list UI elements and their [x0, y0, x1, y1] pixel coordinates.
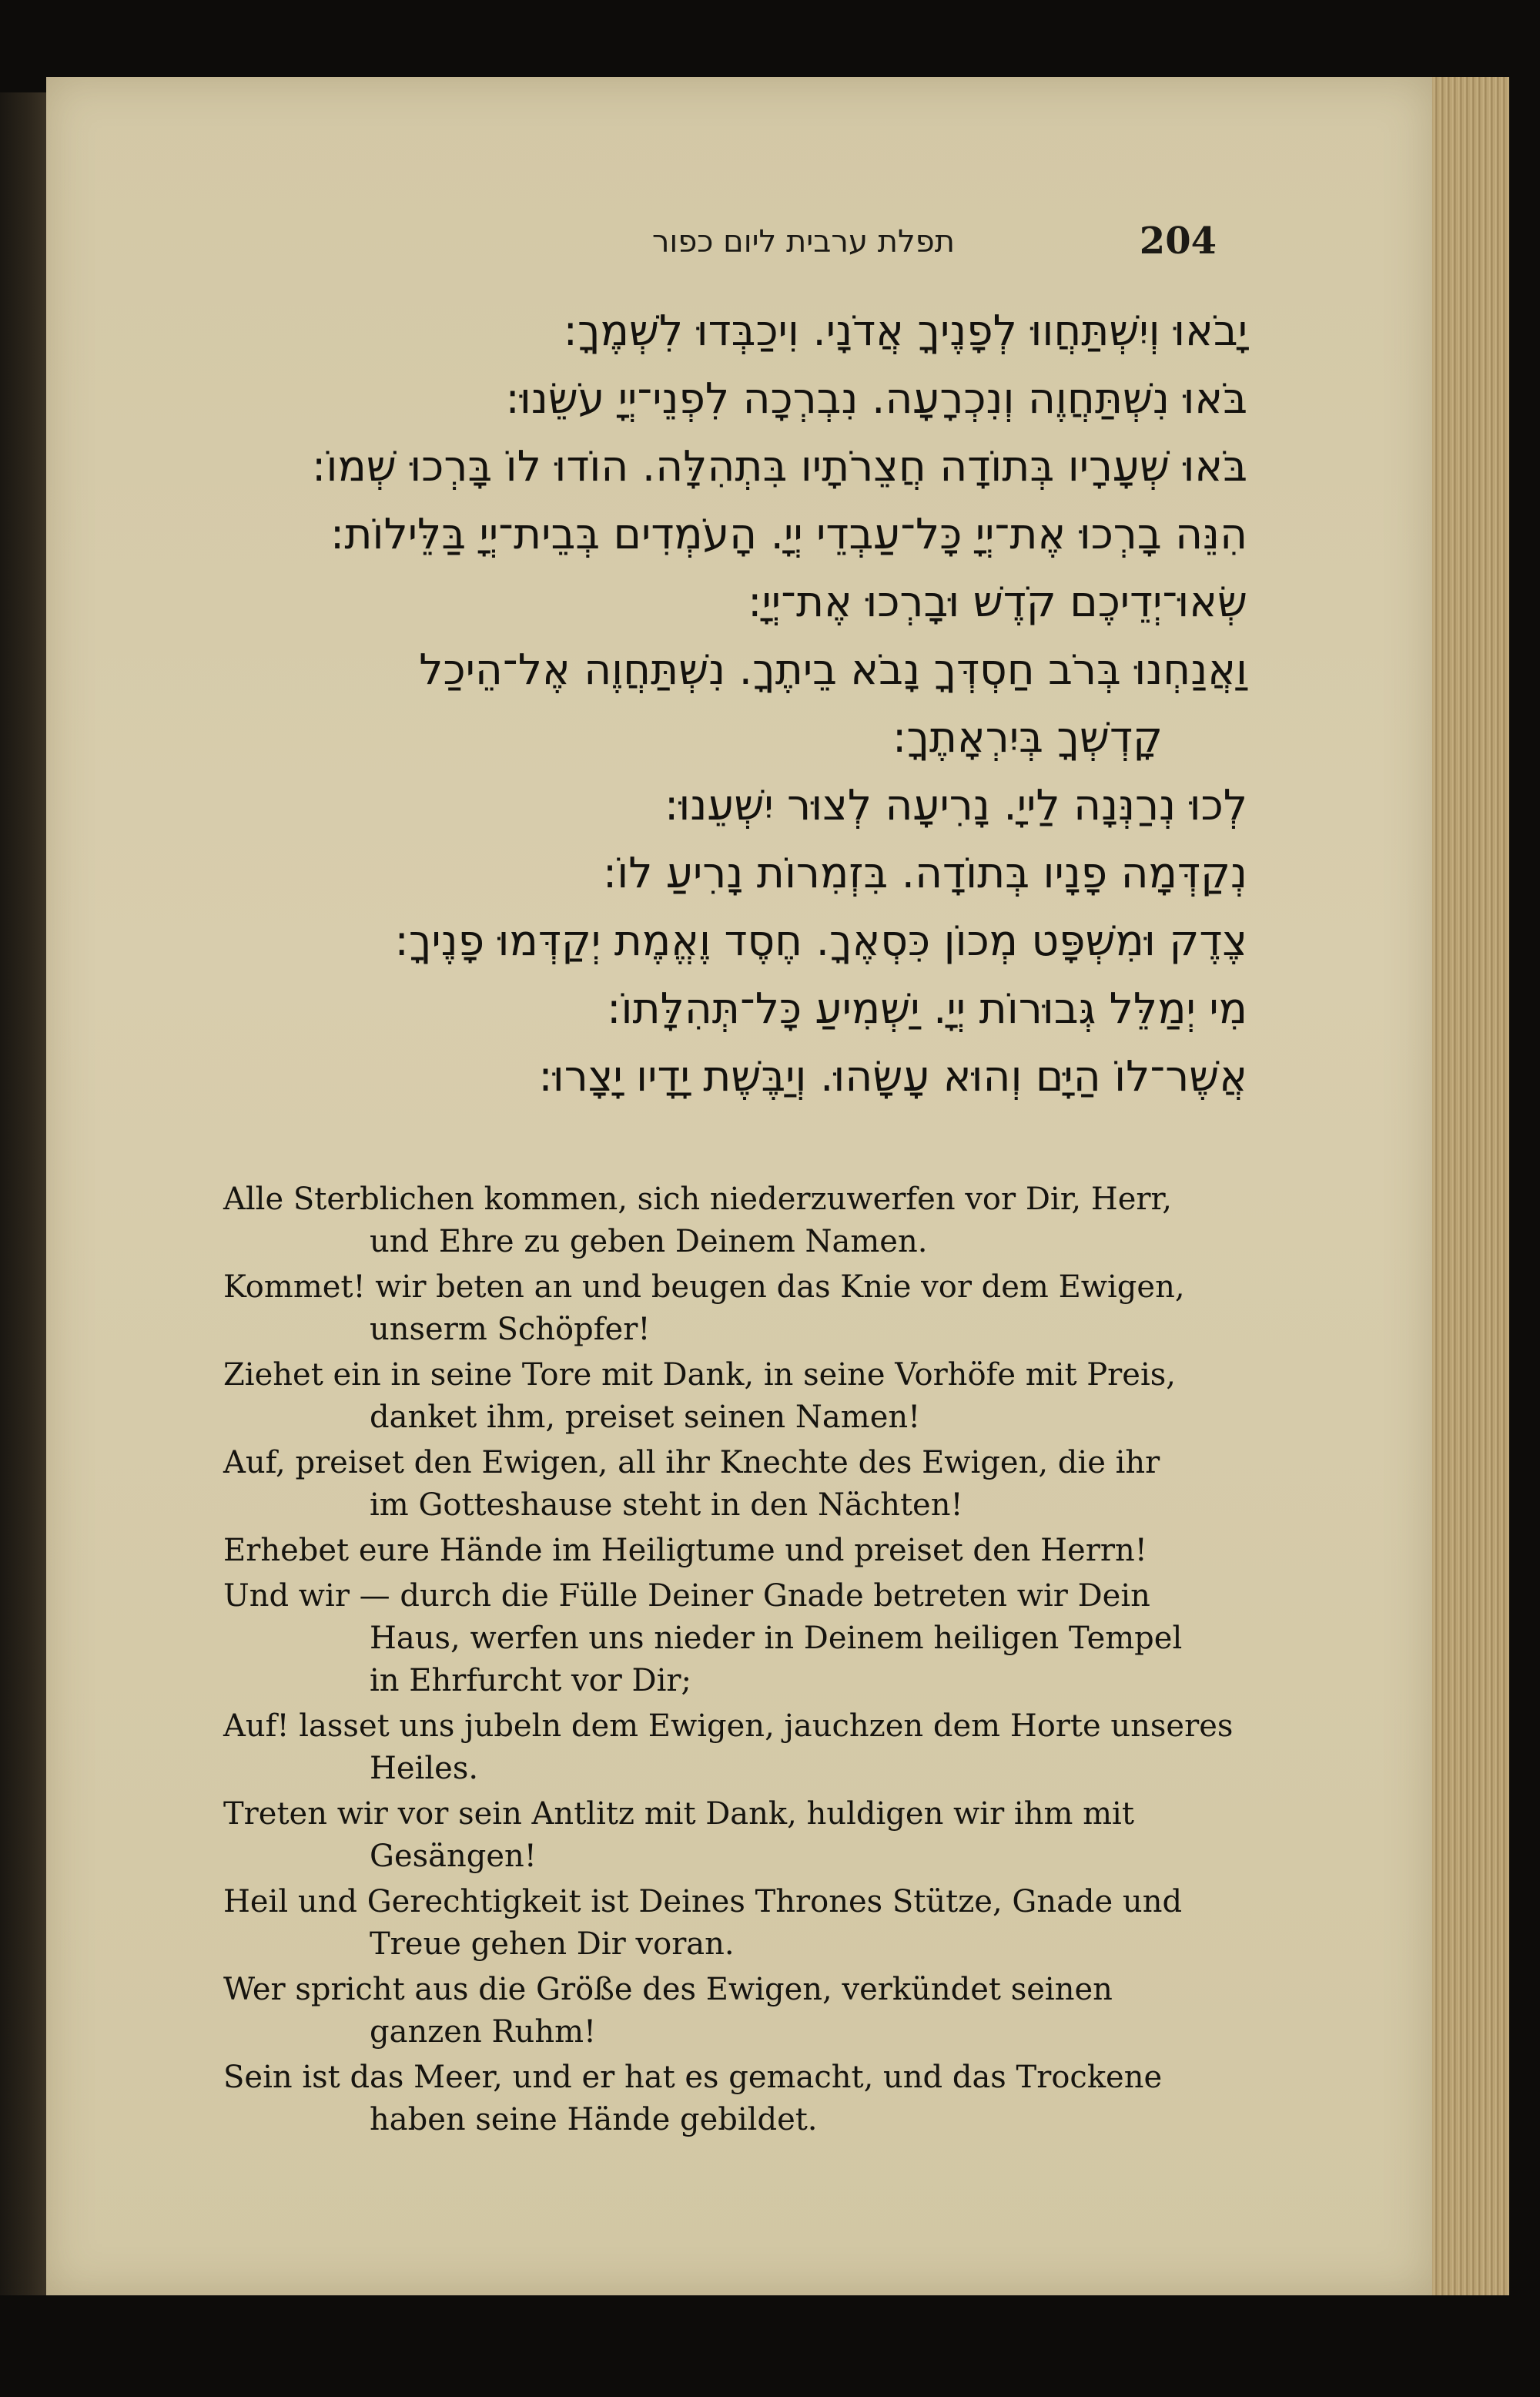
verse-continuation: und Ehre zu geben Deinem Namen. [370, 1224, 928, 1259]
hebrew-line: שְׂאוּ־יְדֵיכֶם קֹדֶשׁ וּבָרְכוּ אֶת־יְיָ: [747, 577, 1247, 626]
verse-continuation: unserm Schöpfer! [370, 1312, 651, 1347]
verse-continuation: Heiles. [370, 1751, 479, 1786]
verse-first-line: Treten wir vor sein Antlitz mit Dank, huldigen wir ihm mit [223, 1796, 1134, 1832]
hebrew-line: יָבֹאוּ וְיִשְׁתַּחֲווּ לְפָנֶיךָ אֲדֹנָי. וִיכַבְּדוּ לִשְׁמֶךָ: [563, 306, 1247, 355]
hebrew-line: בֹּאוּ נִשְׁתַּחֲוֶה וְנִכְרָעָה. נִבְרְכָה לִפְנֵי־יְיָ עֹשֵׂנוּ: [505, 374, 1247, 423]
verse-first-line: Auf, preiset den Ewigen, all ihr Knechte des Ewigen, die ihr [223, 1445, 1160, 1480]
verse-first-line: Wer spricht aus die Größe des Ewigen, verkündet seinen [223, 1972, 1113, 2007]
verse-continuation: danket ihm, preiset seinen Namen! [370, 1400, 921, 1435]
page-header [493, 220, 1217, 281]
german-verse [223, 1575, 1255, 1702]
german-verse [223, 1969, 1255, 2053]
verse-first-line: Ziehet ein in seine Tore mit Dank, in seine Vorhöfe mit Preis, [223, 1357, 1176, 1393]
verse-first-line: Sein ist das Meer, und er hat es gemacht, und das Trockene [223, 2060, 1163, 2095]
german-verse [223, 1354, 1255, 1439]
hebrew-line: וַאֲנַחְנוּ בְּרֹב חַסְדְּךָ נָבֹא בֵיתֶךָ. נִשְׁתַּחֲוֶה אֶל־הֵיכַל [419, 645, 1247, 694]
running-title: תפלת ערבית ליום כפור [651, 224, 955, 260]
german-translation-block [223, 1178, 1255, 2144]
german-verse [223, 1530, 1255, 1572]
verse-continuation: ganzen Ruhm! [370, 2014, 597, 2050]
background-shadow [46, 2295, 1509, 2397]
verse-continuation: in Ehrfurcht vor Dir; [370, 1663, 691, 1698]
hebrew-line: אֲשֶׁר־לוֹ הַיָּם וְהוּא עָשָׂהוּ. וְיַבֶּשֶׁת יָדָיו יָצָרוּ: [538, 1051, 1247, 1101]
verse-continuation: Haus, werfen uns nieder in Deinem heiligen Tempel [370, 1621, 1183, 1656]
hebrew-line: בֹּאוּ שְׁעָרָיו בְּתוֹדָה חֲצֵרֹתָיו בִּתְהִלָּה. הוֹדוּ לוֹ בָּרְכוּ שְׁמוֹ: [311, 441, 1247, 491]
german-verse [223, 1793, 1255, 1878]
hebrew-line-continuation: קָדְשְׁךָ בְּיִרְאָתֶךָ: [892, 712, 1163, 762]
german-verse [223, 1442, 1255, 1527]
page-number: 204 [1139, 220, 1217, 263]
verse-first-line: Und wir — durch die Fülle Deiner Gnade betreten wir Dein [223, 1578, 1150, 1614]
hebrew-line: לְכוּ נְרַנְּנָה לַייָ. נָרִיעָה לְצוּר יִשְׁעֵנוּ: [664, 780, 1247, 830]
hebrew-line: נְקַדְּמָה פָנָיו בְּתוֹדָה. בִּזְמִרוֹת נָרִיעַ לוֹ: [602, 848, 1247, 897]
hebrew-line: מִי יְמַלֵּל גְּבוּרוֹת יְיָ. יַשְׁמִיעַ כָּל־תְּהִלָּתוֹ: [606, 984, 1247, 1033]
hebrew-text-block [200, 297, 1247, 1110]
hebrew-line: צֶדֶק וּמִשְׁפָּט מְכוֹן כִּסְאֶךָ. חֶסֶד וֶאֱמֶת יְקַדְּמוּ פָנֶיךָ: [394, 916, 1247, 965]
verse-continuation: Treue gehen Dir voran. [370, 1926, 735, 1962]
verse-first-line: Kommet! wir beten an und beugen das Knie vor dem Ewigen, [223, 1269, 1185, 1305]
german-verse [223, 1881, 1255, 1966]
verse-continuation: Gesängen! [370, 1839, 537, 1874]
page-edges [1432, 77, 1509, 2295]
verse-first-line: Heil und Gerechtigkeit ist Deines Thrones Stütze, Gnade und [223, 1884, 1183, 1919]
german-verse [223, 1178, 1255, 1263]
book-gutter [0, 92, 46, 2295]
verse-first-line: Alle Sterblichen kommen, sich niederzuwerfen vor Dir, Herr, [223, 1182, 1172, 1217]
verse-first-line: Erhebet eure Hände im Heiligtume und preiset den Herrn! [223, 1533, 1147, 1568]
hebrew-line: הִנֵּה בָרְכוּ אֶת־יְיָ כָּל־עַבְדֵי יְיָ. הָעֹמְדִים בְּבֵית־יְיָ בַּלֵּילוֹת: [330, 509, 1247, 558]
verse-continuation: im Gotteshause steht in den Nächten! [370, 1487, 963, 1523]
german-verse [223, 1705, 1255, 1790]
german-verse [223, 2057, 1255, 2141]
verse-first-line: Auf! lasset uns jubeln dem Ewigen, jauchzen dem Horte unseres [223, 1708, 1234, 1744]
verse-continuation: haben seine Hände gebildet. [370, 2102, 818, 2137]
german-verse [223, 1266, 1255, 1351]
